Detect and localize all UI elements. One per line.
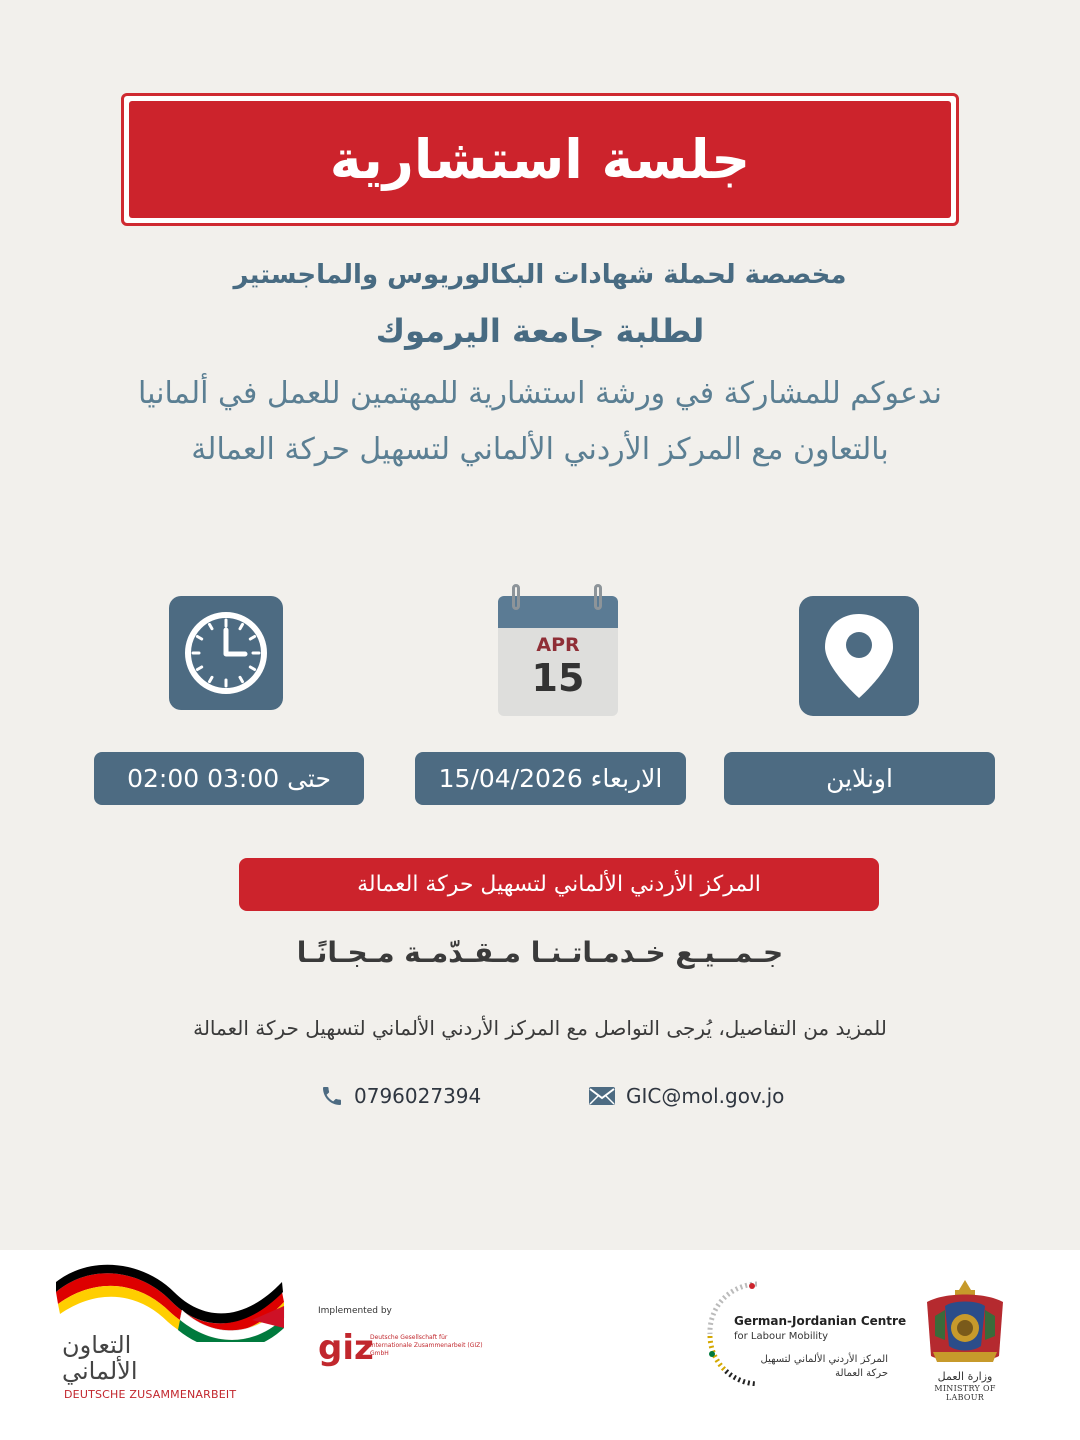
university-subtitle: لطلبة جامعة اليرموك — [375, 312, 705, 350]
gjc-arabic-2: حركة العمالة — [835, 1368, 888, 1379]
calendar-month: APR — [536, 634, 580, 656]
phone-contact[interactable] — [320, 1082, 481, 1110]
phone-number: 0796027394 — [354, 1084, 482, 1108]
ministry-english: MINISTRY OF LABOUR — [934, 1384, 996, 1402]
german-cooperation-logo — [52, 1262, 292, 1402]
page-title: جلسة استشارية — [329, 128, 751, 191]
audience-subtitle: مخصصة لحملة شهادات البكالوريوس والماجستير — [233, 260, 847, 290]
location-pill: اونلاين — [724, 752, 995, 805]
clock-icon — [169, 596, 283, 710]
gjc-title: German-Jordanian Centre — [734, 1314, 907, 1328]
calendar-day: 15 — [531, 656, 585, 700]
phone-icon — [320, 1084, 344, 1108]
calendar-icon — [498, 584, 618, 716]
envelope-icon — [588, 1085, 616, 1107]
giz-logo — [318, 1306, 488, 1376]
flags-ribbon-icon — [52, 1262, 292, 1342]
invitation-line-2: بالتعاون مع المركز الأردني الألماني لتسهيل حركة العمالة — [191, 432, 889, 467]
free-services-text: جـمــيـع خـدمـاتـنـا مـقـدّمـة مـجـانًـا — [296, 936, 784, 969]
email-contact[interactable] — [588, 1082, 784, 1110]
coat-of-arms-icon — [915, 1276, 1015, 1368]
date-pill: الاربعاء 15/04/2026 — [415, 752, 686, 805]
location-pin-icon — [799, 596, 919, 716]
email-address: GIC@mol.gov.jo — [626, 1084, 785, 1108]
gjc-arabic-1: المركز الأردني الألماني لتسهيل — [760, 1354, 888, 1365]
organizer-banner: المركز الأردني الألماني لتسهيل حركة العمالة — [239, 858, 879, 911]
gjc-subtitle: for Labour Mobility — [734, 1331, 828, 1342]
giz-fullname: Deutsche Gesellschaft für Internationale Zusammenarbeit (GIZ) GmbH — [370, 1334, 483, 1357]
ministry-of-labour-logo — [915, 1276, 1015, 1416]
german-cooperation-arabic: التعاون الألماني — [62, 1331, 138, 1385]
gjc-logo — [702, 1276, 907, 1386]
german-cooperation-caption: DEUTSCHE ZUSAMMENARBEIT — [64, 1388, 237, 1401]
ministry-arabic: وزارة العمل — [937, 1370, 993, 1383]
giz-mark: giz — [318, 1328, 374, 1368]
time-pill: 02:00 حتى 03:00 — [94, 752, 364, 805]
invitation-line-1: ندعوكم للمشاركة في ورشة استشارية للمهتمين للعمل في ألمانيا — [137, 376, 943, 411]
implemented-by-label: Implemented by — [318, 1306, 392, 1316]
more-info-text: للمزيد من التفاصيل، يُرجى التواصل مع المركز الأردني الألماني لتسهيل حركة العمالة — [193, 1016, 887, 1040]
title-banner — [121, 93, 959, 226]
sponsor-footer — [0, 1250, 1080, 1440]
